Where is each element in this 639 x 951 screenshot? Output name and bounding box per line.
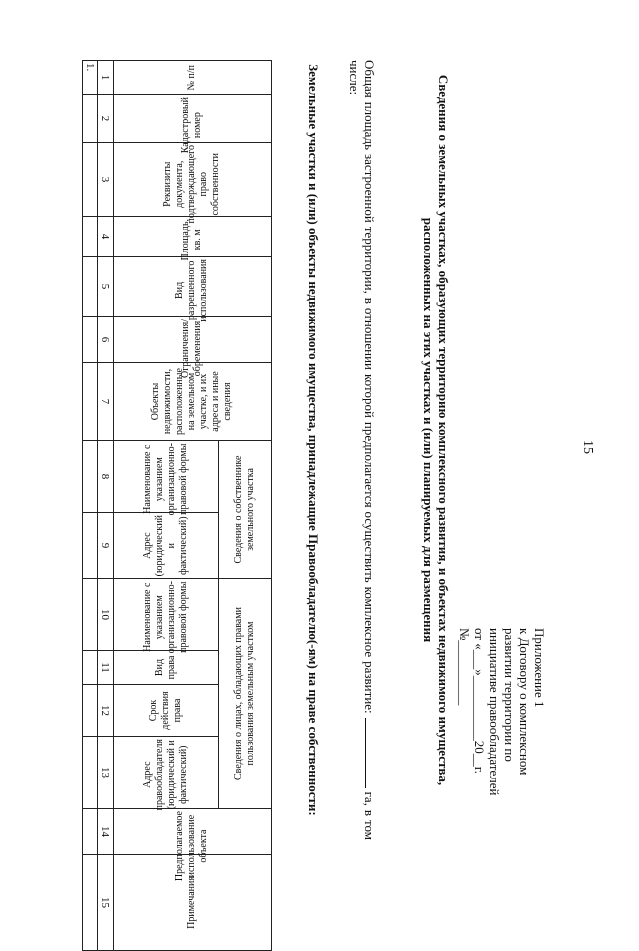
table-cell: [83, 513, 98, 579]
annex-line: развитии территории по: [502, 628, 517, 762]
annex-line: Приложение 1: [532, 628, 547, 708]
table-cell: [83, 579, 98, 651]
table-cell: [83, 317, 98, 363]
document-title: Сведения о земельных участках, образующих территорию комплексного развития, и объектах недвижимого имущества, расположенных на этих участках и (или) планируемых для размещения: [421, 74, 451, 786]
header-cell-6: Ограничения/обременения: [114, 317, 272, 363]
annex-line: инициативе правообладателей: [487, 628, 502, 796]
table-header-row: [219, 61, 272, 951]
header-cell-2: Кадастровый номер: [114, 95, 272, 143]
column-number: 14: [98, 809, 114, 855]
table-cell: [83, 737, 98, 809]
column-number: 7: [98, 363, 114, 441]
header-cell-15: Примечания: [114, 855, 272, 951]
properties-table: [82, 60, 272, 951]
header-cell-11: Вид права: [114, 651, 219, 685]
column-number: 6: [98, 317, 114, 363]
header-cell-7: Объекты недвижимости, расположенные на земельном участке, и их адреса и иные сведения: [114, 363, 272, 441]
column-number: 13: [98, 737, 114, 809]
area-text: Общая площадь застроенной территории, в отношении которой предполагается осуществить комплексное развитие:: [362, 60, 377, 714]
area-suffix: га, в том числе:: [347, 60, 377, 841]
table-cell: [83, 143, 98, 217]
area-blank-line: [365, 718, 377, 788]
header-cell-8: Наименование с указанием организационно-правовой формы: [114, 441, 219, 513]
column-number: 10: [98, 579, 114, 651]
table-cell: [83, 441, 98, 513]
annex-block: [457, 628, 547, 796]
header-cell-14: Предполагаемое использование объекта: [114, 809, 272, 855]
table-cell: [83, 651, 98, 685]
header-cell-5: Вид разрешенного использования: [114, 257, 272, 317]
table-cell: [83, 685, 98, 737]
column-number: 15: [98, 855, 114, 951]
header-cell-9: Адрес (юридический и фактический): [114, 513, 219, 579]
annex-line: №__________: [457, 628, 472, 706]
column-number: 4: [98, 217, 114, 257]
table-cell: [83, 809, 98, 855]
annex-line: к Договору о комплексном: [517, 628, 532, 776]
section-subtitle: Земельные участки и (или) объекты недвижимого имущества, принадлежащие Правообладателю(-ям) на праве собственности:: [306, 64, 321, 816]
table-cell: [83, 363, 98, 441]
column-number: 11: [98, 651, 114, 685]
column-number: 9: [98, 513, 114, 579]
table-cell: [83, 217, 98, 257]
column-number: 3: [98, 143, 114, 217]
header-cell-4: Площадь, кв. м: [114, 217, 272, 257]
column-number: 8: [98, 441, 114, 513]
annex-line: от «___»__________20__г.: [472, 628, 487, 774]
column-number-row: [98, 61, 114, 951]
table-cell: [83, 855, 98, 951]
header-cell-1: № п/п: [114, 61, 272, 95]
table-row: [83, 61, 98, 951]
column-number: 1: [98, 61, 114, 95]
table-cell: [83, 95, 98, 143]
group-header-users: Сведения о лицах, обладающих правами пользования земельным участком: [219, 579, 272, 809]
row-number: 1.: [83, 61, 98, 95]
column-number: 5: [98, 257, 114, 317]
page-number: 15: [580, 440, 595, 454]
header-cell-12: Срок действия права: [114, 685, 219, 737]
header-cell-3: Реквизиты документа, подтверждающего право собственности: [114, 143, 272, 217]
column-number: 2: [98, 95, 114, 143]
table-cell: [83, 257, 98, 317]
area-paragraph: [347, 60, 377, 840]
header-cell-10: Наименование с указанием организационно-правовой формы: [114, 579, 219, 651]
column-number: 12: [98, 685, 114, 737]
header-cell-13: Адрес правообладателя (юридический и фактический): [114, 737, 219, 809]
group-header-owner: Сведения о собственнике земельного участка: [219, 441, 272, 579]
